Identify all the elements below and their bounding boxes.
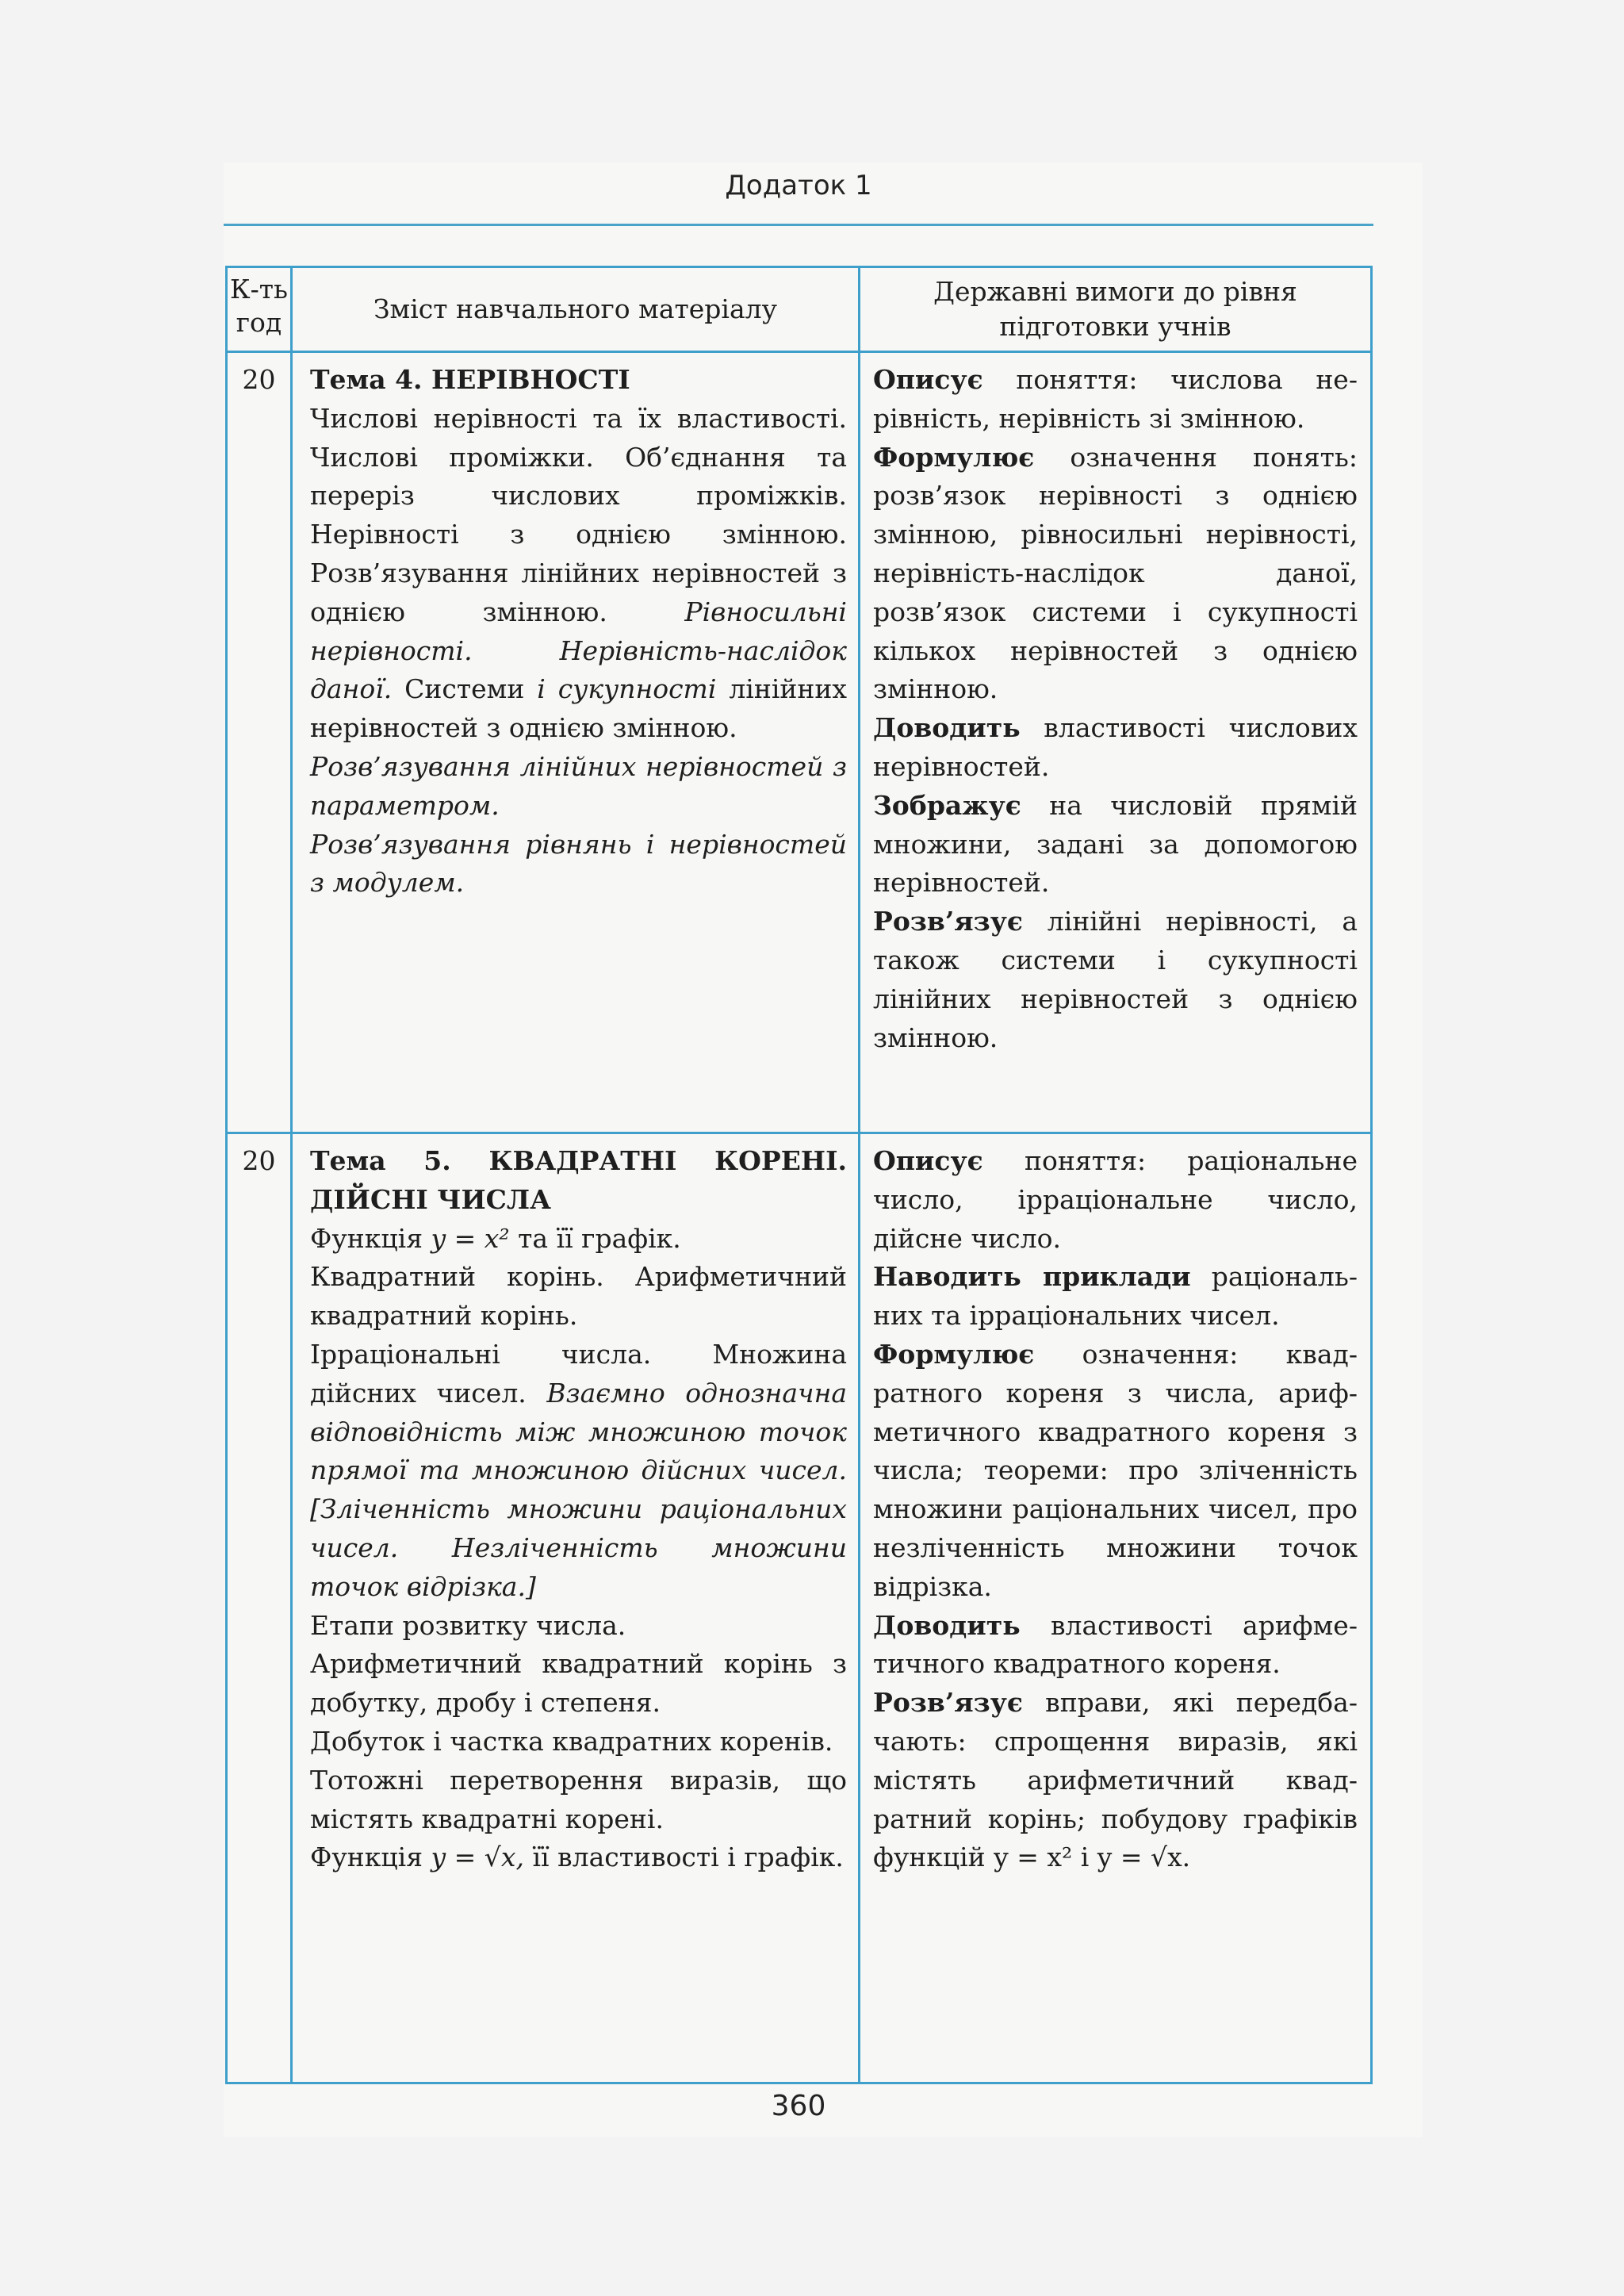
requirement-item: Зображує на числовій прямій множини, задані за допомогою нерівностей.: [873, 789, 1358, 899]
col-header-hours: К-ть год: [227, 267, 292, 352]
content-block: Функція y = √x, її властивості і графік.: [310, 1842, 844, 1873]
table-row: [227, 352, 1372, 1133]
topic-title: Тема 5. КВАДРАТНІ КОРЕНІ. ДІЙСНІ ЧИСЛА: [310, 1145, 847, 1215]
col-header-content: Зміст навчального матеріалу: [292, 267, 860, 352]
requirement-item: Доводить властивості числових нерівностей.: [873, 712, 1358, 782]
content-block: Добуток і частка квадратних коренів.: [310, 1725, 833, 1757]
content-italic: Взаємно однозначна відповідність між множиною точок прямої та множиною дійсних чисел. [Зліченність множини раціональних чисел. Незліченність множини точок відрізка.]: [310, 1377, 847, 1602]
requirement-item: Розв’язує лінійні нерівності, а також системи і сукупності лінійних нерівностей з однією змінною.: [873, 906, 1358, 1053]
requirement-item: Описує поняття: числова нерівність, нерівність зі змінною.: [873, 364, 1358, 434]
requirement-item: Формулює означення понять: розв’язок нерівності з однією змінною, рівносильні нерівності, нерівність-наслідок даної, розв’язок системи і сукупності кількох нерівностей з однією змінною.: [873, 441, 1358, 705]
content-block: Тотожні перетворення виразів, що містять квадратні корені.: [310, 1764, 847, 1834]
row-requirements: [860, 352, 1372, 1133]
content-block: Квадратний корінь. Арифметичний квадратний корінь.: [310, 1261, 847, 1332]
row-content: [292, 352, 860, 1133]
content-block: Етапи розвитку числа.: [310, 1609, 626, 1641]
requirement-item: Розв’язує вправи, які передбачають: спрощення виразів, які містять арифметичний квадратний корінь; побудову графіків функцій y = x² і y = √x.: [873, 1687, 1358, 1873]
table-row: [227, 1133, 1372, 2083]
content-block: Ірраціональні числа. Множина дійсних чисел. Взаємно однозначна відповідність між множиною точок прямої та множиною дійсних чисел. [Зліченність множини раціональних чисел. Незліченність множини точок відрізка.]: [310, 1338, 847, 1602]
content-italic: Рівносильні нерівності. Нерівність-наслідок даної.: [310, 596, 847, 705]
requirement-item: Наводить приклади раціональних та ірраціональних чисел.: [873, 1261, 1358, 1332]
page-number: 360: [771, 2090, 826, 2122]
row-content: [292, 1133, 860, 2083]
requirement-item: Доводить властивості арифметичного квадратного кореня.: [873, 1609, 1358, 1680]
row-hours: 20: [227, 1133, 292, 2083]
content-block: Арифметичний квадратний корінь з добутку, дробу і степеня.: [310, 1648, 847, 1719]
col-header-requirements: Державні вимоги до рівня підготовки учнів: [860, 267, 1372, 352]
row-hours: 20: [227, 352, 292, 1133]
requirement-item: Формулює означення: квадратного кореня з числа, арифметичного квадратного кореня з числа; теореми: про зліченність множини раціональних чисел, про незліченність множини точок відрізка.: [873, 1338, 1358, 1602]
content-italic: і сукупності: [537, 673, 717, 705]
content-text: лінійних нерівностей з однією змінною.: [310, 673, 847, 744]
topic-title-block: [310, 1142, 847, 1220]
curriculum-table: [225, 266, 1373, 2084]
topic-title: Тема 4. НЕРІВНОСТІ: [310, 364, 630, 395]
appendix-header: Додаток 1: [725, 170, 872, 201]
table-header-row: [227, 267, 1372, 352]
content-text: Числові нерівності та їх властивості. Числові проміжки. Об’єднання та переріз числових проміжків. Нерівності з однією змінною. Розв’язування лінійних нерівностей з однією змінною.: [310, 402, 847, 627]
requirement-item: Описує поняття: раціональне число, ірраціональне число, дійсне число.: [873, 1145, 1358, 1254]
row-requirements: [860, 1133, 1372, 2083]
formula: y = x²: [431, 1222, 510, 1254]
header-rule: [224, 224, 1373, 226]
content-italic: Розв’язування лінійних нерівностей з параметром.: [310, 750, 847, 821]
content-block: [310, 748, 847, 826]
content-block: [310, 361, 847, 748]
content-block: [310, 826, 847, 903]
content-text: Системи: [404, 673, 525, 705]
content-italic: Розв’язування рівнянь і нерівностей з модулем.: [310, 828, 847, 899]
formula: y = √x,: [431, 1842, 524, 1873]
content-block: Функція y = x² та її графік.: [310, 1222, 681, 1254]
